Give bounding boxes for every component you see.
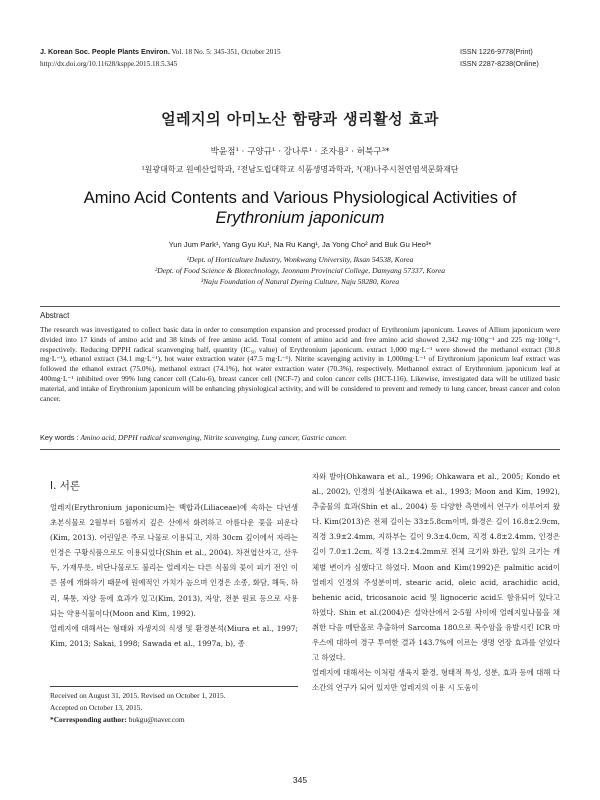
affiliation-1: ¹Dept. of Horticulture Industry, Wonkwang University, Iksan 54538, Korea — [186, 255, 414, 264]
korean-affiliations: ¹원광대학교 원예산업학과, ²전남도립대학교 식품생명과학과, ³(재)나주시천연염색문화재단 — [141, 165, 459, 174]
keywords-list: Amino acid, DPPH radical scanvenging, Nitrite scavenging, Lung cancer, Gastric cancer. — [80, 433, 347, 442]
footnote-divider — [50, 686, 298, 687]
abstract-text: The research was investigated to collect basic data in order to consumption expansion and processed product of Erythronium japonicum. Leaves of Allium japonicum were divided into 17 kinds of amino acid and 38 kinds of free amino acid. Total content of amino acid and free amino acid showed 2,342 mg·100g⁻¹ and 225 mg·100g⁻¹, respectively. Reducing DPPH radical scanvenging half, quantity (IC₅₀ value) of Erythronium japonicum. extract 1,000 mg·L⁻¹ were showed the methanol extract (30.8 mg·L⁻¹), ethanol extract (34.1 mg·L⁻¹), hot water extraction water (47.5 mg·L⁻¹). Nitrite scavenging activity in 1,000mg·L⁻¹ of Erythronium japonicum leaf extract was followed the ethanol extract (75.0%), methanol extract (74.1%), hot water extraction water (70.3%), respectively. Methannol extract of Erythronium japonicum leaf at 400mg·L⁻¹ inhibited over 99% lung cancer cell (Calu-6), breast cancer cell (NCF-7) and colon cancer cells (HCT-116). Likewise, investigated data will be utilized basic material, and intake of Erythronium japonicum will be enhancing physiological activity, and will be considered to prevent and remedy to lung cancer, breast cancer and colon cancer. — [40, 325, 560, 403]
doi-link[interactable]: http://dx.doi.org/10.11628/ksppe.2015.18.5.345 — [40, 60, 178, 68]
journal-name: J. Korean Soc. People Plants Environ. — [40, 47, 170, 56]
affiliation-3: ³Naju Foundation of Natural Dyeing Culture, Naju 58280, Korea — [200, 277, 400, 286]
section-heading: Ⅰ. 서론 — [50, 480, 81, 492]
issn-block — [460, 46, 539, 70]
english-authors: Yun Jum Park¹, Yang Gyu Ku¹, Na Ru Kang¹, Ja Yong Cho² and Buk Gu Heo³* — [168, 240, 432, 249]
journal-header — [40, 46, 281, 70]
issn-print: ISSN 1226-9778(Print) — [460, 47, 533, 56]
body-paragraph: 얼레지에 대해서는 형태와 자생지의 식생 및 환경분석(Miura et al., 1997; Kim, 2013; Sakai, 1998; Sawada et al., 1997a, b), 종 — [50, 623, 298, 648]
korean-title: 얼레지의 아미노산 함량과 생리활성 효과 — [161, 110, 439, 128]
page-number: 345 — [292, 775, 308, 785]
body-column-left — [50, 500, 298, 651]
footnote — [50, 690, 298, 726]
body-paragraph: 자와 발아(Ohkawara et al., 1996; Ohkawara et al., 2005; Kondo et al., 2002), 인경의 성분(Aikawa et al., 1993; Moon and Kim, 1992), 추출물의 효과(Shin et al., 2004) 등 다양한 측면에서 연구가 이루어져 왔다. Kim(2013)은 전체 길이는 33±5.8cm이며, 화경은 길이 16.8±2.9cm, 직경 3.9±2.4mm, 지하부는 길이 9.3±4.0cm, 직경 4.8±2.4mm, 인경은 길이 7.0±1.2cm, 직경 13.2±4.2mm로 전체 크기와 화관, 잎의 크기는 개체별 변이가 심했다고 하였다. Moon and Kim(1992)은 palmitic acid이 얼레지 인경의 주성분이며, stearic acid, oleic acid, arachidic acid, behenic acid, tricosanoic acid 및 lignoceric acid도 함유되어 있다고 하였다. Shin et al.(2004)은 설악산에서 2-5월 사이에 얼레지잎나물을 채취한 다음 메탄올로 추출하여 Sarcoma 180으로 복수암을 유발시킨 ICR 마우스에 대하여 경구 투여한 결과 143.7%에 이르는 생명 연장 효과를 얻었다고 하였다. — [312, 472, 560, 663]
korean-authors: 박윤점¹ · 구양규¹ · 강나루¹ · 조자용² · 허북구³* — [210, 147, 390, 157]
keywords-label: Key words : — [40, 433, 79, 442]
english-title-line1: Amino Acid Contents and Various Physiological Activities of — [83, 189, 517, 207]
journal-volume: Vol. 18 No. 5: 345-351, October 2015 — [171, 48, 281, 56]
received-date: Received on August 31, 2015. Revised on October 1, 2015. — [50, 691, 226, 700]
body-column-right — [312, 469, 560, 695]
abstract-heading: Abstract — [40, 311, 70, 320]
english-title — [30, 188, 570, 228]
english-affiliations — [0, 254, 600, 287]
keywords-line — [40, 433, 560, 442]
corresponding-author: *Corresponding author: bukgu@naver.com — [50, 715, 185, 724]
issn-online: ISSN 2287-8238(Online) — [460, 59, 539, 68]
abstract-box — [40, 306, 560, 450]
accepted-date: Accepted on October 13, 2015. — [50, 703, 143, 712]
affiliation-2: ²Dept. of Food Science & Biotechnology, Jeonnam Provincial College, Damyang 57337, Korea — [154, 266, 445, 275]
english-title-line2: Erythronium japonicum — [215, 209, 385, 227]
body-paragraph: 얼레지(Erythronium japonicum)는 백합과(Liliaceae)에 속하는 다년생 초본식물로 2월부터 5월까지 깊은 산에서 화려하고 아름다운 꽃을 피운다(Kim, 2013). 어린잎은 주로 나물로 이용되고, 지하 30cm 깊이에서 자라는 인경은 구황식품으로도 이용되었다(Shin et al., 2004). 차전엽산자고, 산우두, 가재무릇, 비단나물로도 불리는 얼레지는 다른 식물의 꽃이 피기 전인 이른 봄에 개화하기 때문에 원예적인 가치가 높으며 인경은 소종, 화담, 해독, 하리, 복통, 자양 등에 효과가 있고(Kim, 2013), 자양, 전분 원료 등으로 사용되는 약용식물이다(Moon and Kim, 1992). — [50, 503, 298, 618]
body-paragraph: 얼레지에 대해서는 이처럼 생육지 환경, 형태적 특성, 성분, 효과 등에 대해 다소간의 연구가 되어 있지만 얼레지의 이용 시 도움이 — [312, 668, 560, 693]
corresponding-email[interactable]: bukgu@naver.com — [128, 715, 185, 724]
